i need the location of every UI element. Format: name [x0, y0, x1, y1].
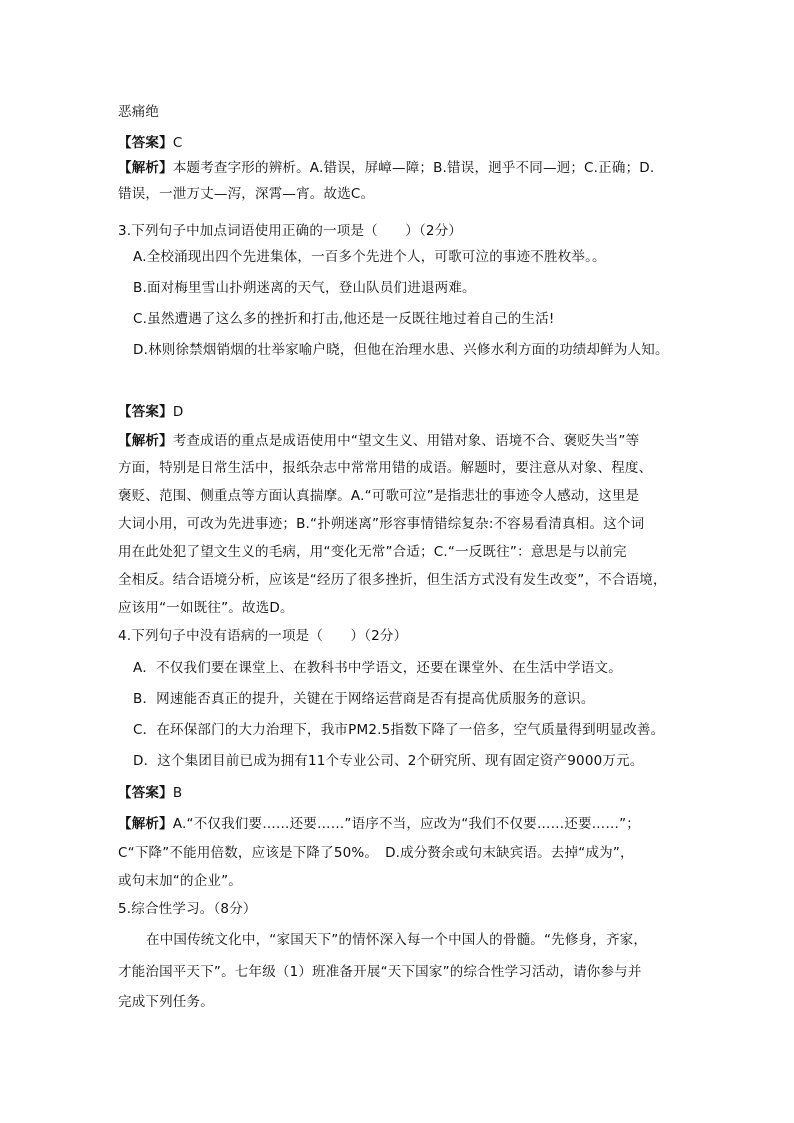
q2-analysis-line-1	[118, 158, 654, 178]
q4-stem: 4.下列句子中没有语病的一项是（ ）（2分）	[118, 628, 408, 644]
q4-option-b: B．网速能否真正的提升，关键在于网络运营商是否有提高优质服务的意识。	[133, 691, 595, 707]
q3-analysis-line-1	[118, 431, 639, 451]
q3-option-c: C.虽然遭遇了这么多的挫折和打击,他还是一反既往地过着自己的生活!	[133, 311, 555, 327]
q4-option-c: C．在环保部门的大力治理下，我市PM2.5指数下降了一倍多，空气质量得到明显改善。	[133, 722, 665, 738]
q3-analysis-line-6: 全相反。结合语境分析，应该是“经历了很多挫折，但生活方式没有发生改变”，不合语境，	[118, 572, 667, 588]
q4-option-d: D．这个集团目前已成为拥有11个专业公司、2个研究所、现有固定资产9000万元。	[133, 753, 644, 769]
q4-answer-line	[118, 783, 182, 803]
q4-analysis-text: A.“不仅我们要……还要……”语序不当，应改为“我们不仅要……还要……”；	[172, 816, 640, 832]
q4-analysis-line-3: 或句末加“的企业”。	[118, 873, 242, 889]
q2-answer-line	[118, 133, 182, 153]
q3-answer-line	[118, 402, 183, 422]
q2-analysis-text: 本题考查字形的辨析。A.错误，屏嶂—障；B.错误，迥乎不同—迥；C.正确；D.	[172, 160, 655, 176]
q5-stem: 5.综合性学习。（8分）	[118, 901, 257, 917]
analysis-label: 【解析】	[118, 816, 173, 832]
q4-answer: B	[172, 785, 183, 801]
q3-analysis-line-7: 应该用“一如既往”。故选D。	[118, 600, 294, 616]
q3-analysis-line-2: 方面，特别是日常生活中，报纸杂志中常常用错的成语。解题时，要注意从对象、程度、	[118, 460, 653, 476]
q3-analysis-line-3: 褒贬、范围、侧重点等方面认真揣摩。A.“可歌可泣”是指悲壮的事迹令人感动，这里是	[118, 488, 640, 504]
q3-analysis-line-4: 大词小用，可改为先进事迹；B.“扑朔迷离”形容事情错综复杂:不容易看清真相。这个词	[118, 516, 645, 532]
q4-option-a: A．不仅我们要在课堂上、在教科书中学语文，还要在课堂外、在生活中学语文。	[133, 660, 622, 676]
q5-body-line-2: 才能治国平天下”。七年级（1）班准备开展“天下国家”的综合性学习活动，请你参与并	[118, 964, 642, 980]
q3-option-d: D.林则徐禁烟销烟的壮举家喻户晓，但他在治理水患、兴修水利方面的功绩却鲜为人知。	[133, 342, 669, 358]
q3-analysis-line-5: 用在此处犯了望文生义的毛病，用“变化无常”合适；C.“一反既往”：意思是与以前完	[118, 544, 627, 560]
answer-label: 【答案】	[118, 404, 173, 420]
q5-body-line-3: 完成下列任务。	[118, 994, 214, 1010]
analysis-label: 【解析】	[118, 433, 173, 449]
q3-analysis-text: 考查成语的重点是成语使用中“望文生义、用错对象、语境不合、褒贬失当”等	[172, 433, 640, 449]
q3-stem: 3.下列句子中加点词语使用正确的一项是（ ）（2分）	[118, 223, 463, 239]
answer-label: 【答案】	[118, 135, 173, 151]
q4-analysis-line-2: C“下降”不能用倍数，应该是下降了50%。 D.成分赘余或句末缺宾语。去掉“成为”，	[118, 845, 634, 861]
q4-analysis-line-1	[118, 814, 640, 834]
intro-fragment: 恶痛绝	[118, 104, 160, 120]
q5-body-line-1: 在中国传统文化中，“家国天下”的情怀深入每一个中国人的骨髓。“先修身，齐家，	[146, 932, 648, 948]
q3-option-b: B.面对梅里雪山扑朔迷离的天气，登山队员们进退两难。	[133, 280, 476, 296]
q2-analysis-line-2: 错误，一泄万丈—泻，深霄—宵。故选C。	[118, 186, 375, 202]
answer-label: 【答案】	[118, 785, 173, 801]
q3-answer: D	[172, 404, 184, 420]
analysis-label: 【解析】	[118, 160, 173, 176]
q3-option-a: A.全校涌现出四个先进集体，一百多个先进个人，可歌可泣的事迹不胜枚举。。	[133, 249, 606, 265]
q2-answer: C	[172, 135, 183, 151]
